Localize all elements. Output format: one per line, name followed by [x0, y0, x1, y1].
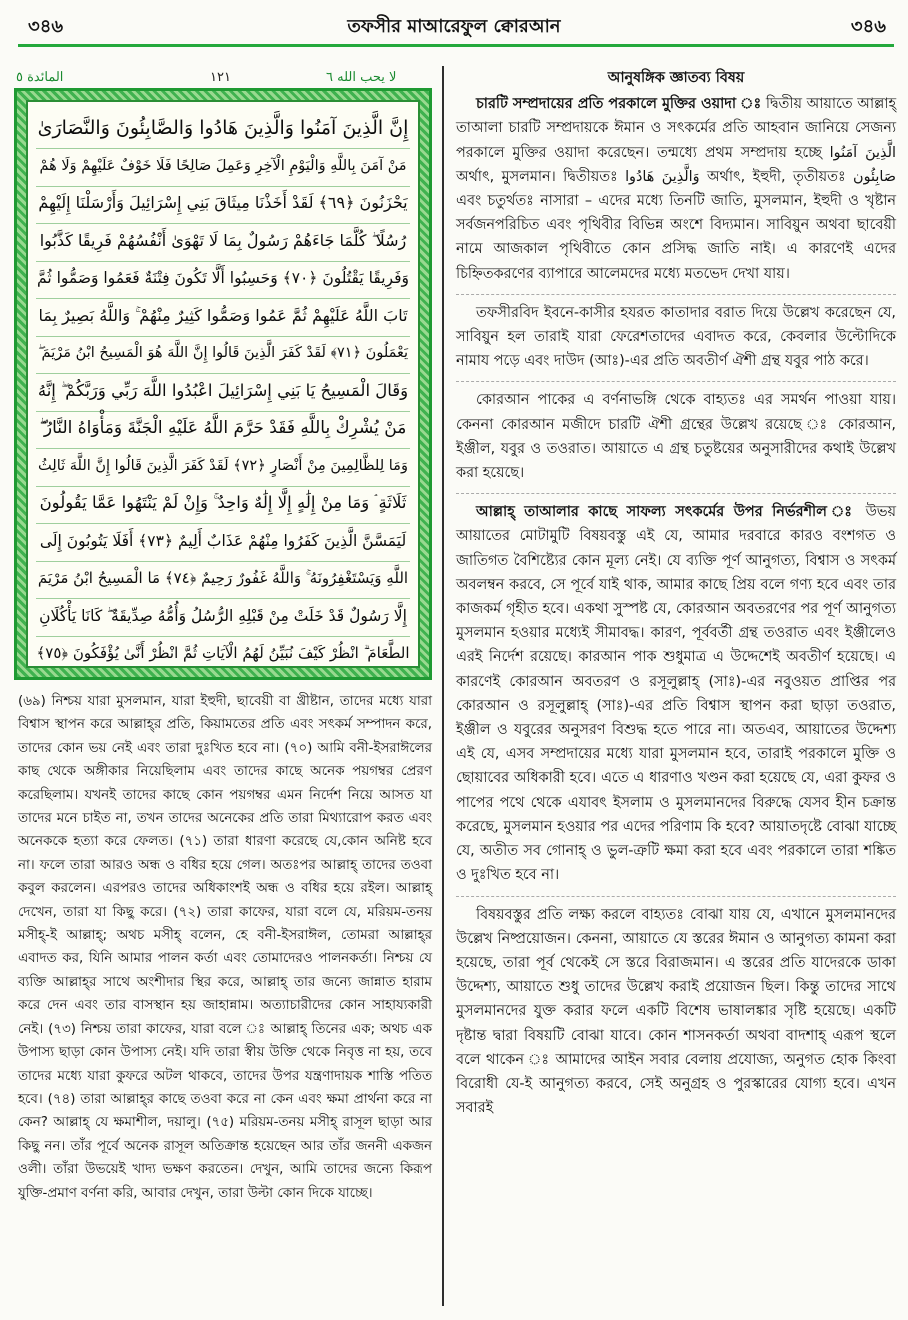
- surah-marker: المائدة ٥: [16, 70, 64, 85]
- separator: [456, 294, 896, 295]
- quran-text-inner: [26, 100, 420, 668]
- quran-line: مَنْ آمَنَ بِاللَّهِ وَالْيَوْمِ الْآخِرِ وَعَمِلَ صَالِحًا فَلَا خَوْفٌ عَلَيْهِمْ وَلَا هُمْ: [36, 146, 410, 187]
- commentary-heading: আনুষঙ্গিক জ্ঞাতব্য বিষয়: [607, 70, 745, 86]
- quran-line: وَمَا لِلظَّالِمِينَ مِنْ أَنْصَارٍ ﴿٧٢﴾ لَقَدْ كَفَرَ الَّذِينَ قَالُوا إِنَّ اللَّهَ ثَالِثُ: [36, 446, 410, 487]
- section-four-communities: [456, 92, 896, 286]
- quran-line: يَعْمَلُونَ ﴿٧١﴾ لَقَدْ كَفَرَ الَّذِينَ قَالُوا إِنَّ اللَّهَ هُوَ الْمَسِيحُ ابْنُ مَرْيَمَ ۖ: [36, 333, 410, 374]
- quran-line: لَيَمَسَّنَّ الَّذِينَ كَفَرُوا مِنْهُمْ عَذَابٌ أَلِيمٌ ﴿٧٣﴾ أَفَلَا يَتُوبُونَ إِلَى: [36, 521, 410, 562]
- quran-line: ثَلَاثَةٍ ۘ وَمَا مِنْ إِلَٰهٍ إِلَّا إِلَٰهٌ وَاحِدٌ ۚ وَإِنْ لَمْ يَنْتَهُوا عَمَّا يَقُولُونَ: [36, 483, 410, 524]
- separator: [456, 896, 896, 897]
- separator: [456, 493, 896, 494]
- page-number-right: ৩৪৬: [850, 16, 886, 37]
- header-rule: [18, 44, 894, 47]
- quran-line: مَنْ يُشْرِكْ بِاللَّهِ فَقَدْ حَرَّمَ اللَّهُ عَلَيْهِ الْجَنَّةَ وَمَأْوَاهُ النَّارُ ۖ: [36, 408, 410, 449]
- page-header: [0, 0, 908, 58]
- quran-line: وَفَرِيقًا يَقْتُلُونَ ﴿٧٠﴾ وَحَسِبُوا أَلَّا تَكُونَ فِتْنَةٌ فَعَمُوا وَصَمُّوا ثُمَّ: [36, 258, 410, 299]
- ruku-number: ١٢١: [210, 70, 231, 85]
- commentary-column: [456, 66, 896, 1126]
- section-text: উভয় আয়াতের মোটামুটি বিষয়বস্তু এই যে, আমার দরবারে কারও বংশগত ও জাতিগত বৈশিষ্ট্যের কোন মূল্য নেই। যে ব্যক্তি পূর্ণ আনুগত্য, বিশ্বাস ও সৎকর্ম অবলম্বন করবে, সে পূর্বে যাই থাক, আমার কাছে প্রিয় বলে গণ্য হবে এবং তার কাজকর্ম গৃহীত হবে। একথা সুস্পষ্ট যে, কোরআন অবতরণের পর পূর্ণ আনুগত্য মুসলমান হওয়ার মধ্যেই সীমাবদ্ধ। কারণ, পূর্ববর্তী গ্রন্থ তওরাত এবং ইঞ্জীলেও এরই নির্দেশ রয়েছে। কারআন পাক শুধুমাত্র এ উদ্দেশেই অবতীর্ণ হয়েছে। এ কারণেই কোরআন অবতরণ ও রসূলুল্লাহ্‌ (সাঃ)-এর নবুওয়ত প্রাপ্তির পর কোরআন ও রসূলুল্লাহ্‌ (সাঃ)-এর প্রতি বিশ্বাস স্থাপন করা ছাড়া তওরাত, ইঞ্জীল ও যবুরের অনুসরণ বিশুদ্ধ হতে পারে না। অতএব, আয়াতের উদ্দেশ্য এই যে, এসব সম্প্রদায়ের মধ্যে যারা মুসলমান হবে, তারাই পরকালে মুক্তি ও ছোয়াবের অধিকারী হবে। এতে এ ধারণাও খণ্ডন করা হয়েছে যে, এরা কুফর ও পাপের পথে থেকে এযাবৎ ইসলাম ও মুসলমানদের বিরুদ্ধে যেসব হীন চক্রান্ত করেছে, মুসলমান হওয়ার পর এদের পরিণাম কি হবে? আয়াতদৃষ্টে বোঝা যাচ্ছে যে, অতীত সব গোনাহ্‌ ও ভুল-ত্রুটি ক্ষমা করা হবে এবং পরকালে তারা শঙ্কিত ও দুঃখিত হবে না।: [456, 504, 896, 884]
- quran-line: تَابَ اللَّهُ عَلَيْهِمْ ثُمَّ عَمُوا وَصَمُّوا كَثِيرٌ مِنْهُمْ ۚ وَاللَّهُ بَصِيرٌ بِمَا: [36, 296, 410, 337]
- separator: [456, 381, 896, 382]
- paragraph-sabians: তফসীরবিদ ইবনে-কাসীর হযরত কাতাদার বরাত দিয়ে উল্লেখ করেছেন যে, সাবিয়ুন হল তারাই যারা ফেরেশতাদের এবাদত করে, কেবলার উল্টোদিকে নামায পড়ে এবং দাউদ (আঃ)-এর প্রতি অবতীর্ণ ঐশী গ্রন্থ যবুর পাঠ করে।: [456, 304, 896, 370]
- quran-line: الطَّعَامَ ۗ انْظُرْ كَيْفَ نُبَيِّنُ لَهُمُ الْآيَاتِ ثُمَّ انْظُرْ أَنَّىٰ يُؤْفَكُونَ ﴿٧٥﴾: [36, 633, 410, 668]
- section-success: [456, 500, 896, 887]
- para-marker: لا يحب الله ٦: [326, 70, 397, 85]
- quran-text-box: [14, 88, 432, 680]
- translation-text: (৬৯) নিশ্চয় যারা মুসলমান, যারা ইহুদী, ছাবেয়ী বা খ্রীষ্টান, তাদের মধ্যে যারা বিশ্বাস স্থাপন করে আল্লাহ্‌র প্রতি, কিয়ামতের প্রতি এবং সৎকর্ম সম্পাদন করে, তাদের কোন ভয় নেই এবং তারা দুঃখিত হবে না। (৭০) আমি বনী-ইসরাঈলের কাছ থেকে অঙ্গীকার নিয়েছিলাম এবং তাদের কাছে অনেক পয়গম্বর প্রেরণ করেছিলাম। যখনই তাদের কাছে কোন পয়গম্বর এমন নির্দেশ নিয়ে আসত যা তাদের মনে চাইত না, তখন তাদের অনেকের প্রতি তারা মিথ্যারোপ করত এবং অনেককে হত্যা করে ফেলত। (৭১) তারা ধারণা করেছে যে,কোন অনিষ্ট হবে না। ফলে তারা আরও অন্ধ ও বধির হয়ে গেল। অতঃপর আল্লাহ্‌ তাদের তওবা কবুল করলেন। এরপরও তাদের অধিকাংশই অন্ধ ও বধির হয়ে রইল। আল্লাহ্‌ দেখেন, তারা যা কিছু করে। (৭২) তারা কাফের, যারা বলে যে, মরিয়ম-তনয় মসীহ্‌-ই আল্লাহ্‌; অথচ মসীহ্‌ বলেন, হে বনী-ইসরাঈল, তোমরা আল্লাহ্‌র এবাদত কর, যিনি আমার পালন কর্তা এবং তোমাদেরও পালনকর্তা। নিশ্চয় যে ব্যক্তি আল্লাহ্‌র সাথে অংশীদার স্থির করে, আল্লাহ্‌ তার জন্যে জান্নাত হারাম করে দেন এবং তার বাসস্থান হয় জাহান্নাম। অত্যাচারীদের কোন সাহায্যকারী নেই। (৭৩) নিশ্চয় তারা কাফের, যারা বলে ঃ আল্লাহ্‌ তিনের এক; অথচ এক উপাস্য ছাড়া কোন উপাস্য নেই। যদি তারা স্বীয় উক্তি থেকে নিবৃত্ত না হয়, তবে তাদের মধ্যে যারা কুফরে অটল থাকবে, তাদের উপর যন্ত্রণাদায়ক শাস্তি পতিত হবে। (৭৪) তারা আল্লাহ্‌র কাছে তওবা করে না কেন এবং ক্ষমা প্রার্থনা করে না কেন? আল্লাহ্‌ যে ক্ষমাশীল, দয়ালু। (৭৫) মরিয়ম-তনয় মসীহ্‌ রাসূল ছাড়া আর কিছু নন। তাঁর পূর্বে অনেক রাসূল অতিক্রান্ত হয়েছেন আর তাঁর জননী একজন ওলী। তাঁরা উভয়েই খাদ্য ভক্ষণ করতেন। দেখুন, আমি তাদের জন্যে কিরূপ যুক্তি-প্রমাণ বর্ণনা করি, আবার দেখুন, তারা উল্টা কোন দিকে যাচ্ছে।: [18, 694, 432, 1201]
- quran-line: وَقَالَ الْمَسِيحُ يَا بَنِي إِسْرَائِيلَ اعْبُدُوا اللَّهَ رَبِّي وَرَبَّكُمْ ۖ إِنَّهُ: [36, 371, 410, 412]
- section-text: দ্বিতীয় আয়াতে আল্লাহ্‌ তাআলা চারটি সম্প্রদায়কে ঈমান ও সৎকর্মের প্রতি আহবান জানিয়ে সেজন্য পরকালে মুক্তির ওয়াদা করেছেন। তন্মধ্যে প্রথম সম্প্রদায় হচ্ছে الَّذِينَ آمَنُوا অর্থাৎ, মুসলমান। দ্বিতীয়তঃ وَالَّذِينَ هَادُوا অর্থাৎ, ইহুদী, তৃতীয়তঃ صَابِئُون এবং চতুর্থতঃ নাসারা – এদের মধ্যে তিনটি জাতি, মুসলমান, ইহুদী ও খৃষ্টান সর্বজনপরিচিত এবং পৃথিবীর বিভিন্ন অংশে বিদ্যমান। সাবিয়ুন অথবা ছাবেয়ী নামে আজকাল পৃথিবীতে কোন প্রসিদ্ধ জাতি নাই। এ কারণেই এদের চিহ্নিতকরণের ব্যাপারে আলেমদের মধ্যে মতভেদ দেখা যায়।: [456, 96, 897, 282]
- column-divider: [442, 66, 444, 1306]
- page-number-left: ৩৪৬: [28, 16, 64, 37]
- quran-line: رُسُلًا ۖ كُلَّمَا جَاءَهُمْ رَسُولٌ بِمَا لَا تَهْوَىٰ أَنْفُسُهُمْ فَرِيقًا كَذَّبُوا: [36, 221, 410, 262]
- translation-block: [18, 690, 432, 1205]
- quran-line: اللَّهِ وَيَسْتَغْفِرُونَهُ ۚ وَاللَّهُ غَفُورٌ رَحِيمٌ ﴿٧٤﴾ مَا الْمَسِيحُ ابْنُ مَرْيَمَ: [36, 558, 410, 599]
- section-title: চারটি সম্প্রদায়ের প্রতি পরকালে মুক্তির ওয়াদা ঃ: [476, 96, 762, 113]
- book-title: তফসীর মাআরেফুল ক্বোরআন: [347, 16, 561, 37]
- quran-line: يَحْزَنُونَ ﴿٦٩﴾ لَقَدْ أَخَذْنَا مِيثَاقَ بَنِي إِسْرَائِيلَ وَأَرْسَلْنَا إِلَيْهِمْ: [36, 183, 410, 224]
- quran-line: إِلَّا رَسُولٌ قَدْ خَلَتْ مِنْ قَبْلِهِ الرُّسُلُ وَأُمُّهُ صِدِّيقَةٌ ۖ كَانَا يَأْكُلَانِ: [36, 596, 410, 637]
- paragraph-rhetoric: বিষয়বস্তুর প্রতি লক্ষ্য করলে বাহ্যতঃ বোঝা যায় যে, এখানে মুসলমানদের উল্লেখ নিষ্প্রয়োজন। কেননা, আয়াতে যে স্তরের ঈমান ও আনুগত্য কামনা করা হয়েছে, তারা পূর্ব থেকেই সে স্তরে বিরাজমান। এ স্তরের প্রতি যাদেরকে ডাকা উদ্দেশ্য, আয়াতে শুধু তাদের উল্লেখ করাই প্রয়োজন ছিল। কিন্তু তাদের সাথে মুসলমানদের যুক্ত করার ফলে একটি বিশেষ ভাষালঙ্কার সৃষ্টি হয়েছে। একটি দৃষ্টান্ত দ্বারা বিষয়টি বোঝা যাবে। কোন শাসনকর্তা অথবা বাদশাহ্‌ এরূপ স্থলে বলে থাকেন ঃ আমাদের আইন সবার বেলায় প্রযোজ্য, অনুগত হোক কিংবা বিরোধী যে-ই আনুগত্য করবে, সেই অনুগ্রহ ও পুরস্কারের যোগ্য হবে। এখন সবারই: [456, 906, 896, 1117]
- section-title: আল্লাহ্‌ তাআলার কাছে সাফল্য সৎকর্মের উপর নির্ভরশীল ঃ: [476, 504, 857, 521]
- paragraph-scriptures: কোরআন পাকের এ বর্ণনাভঙ্গি থেকে বাহ্যতঃ এর সমর্থন পাওয়া যায়। কেননা কোরআন মজীদে চারটি ঐশী গ্রন্থের উল্লেখ রয়েছে ঃ কোরআন, ইঞ্জীল, যবুর ও তওরাত। আয়াতে এ গ্রন্থ চতুষ্টয়ের অনুসারীদের কথাই উল্লেখ করা হয়েছে।: [456, 392, 896, 482]
- quran-line: إِنَّ الَّذِينَ آمَنُوا وَالَّذِينَ هَادُوا وَالصَّابِئُونَ وَالنَّصَارَىٰ: [36, 108, 410, 149]
